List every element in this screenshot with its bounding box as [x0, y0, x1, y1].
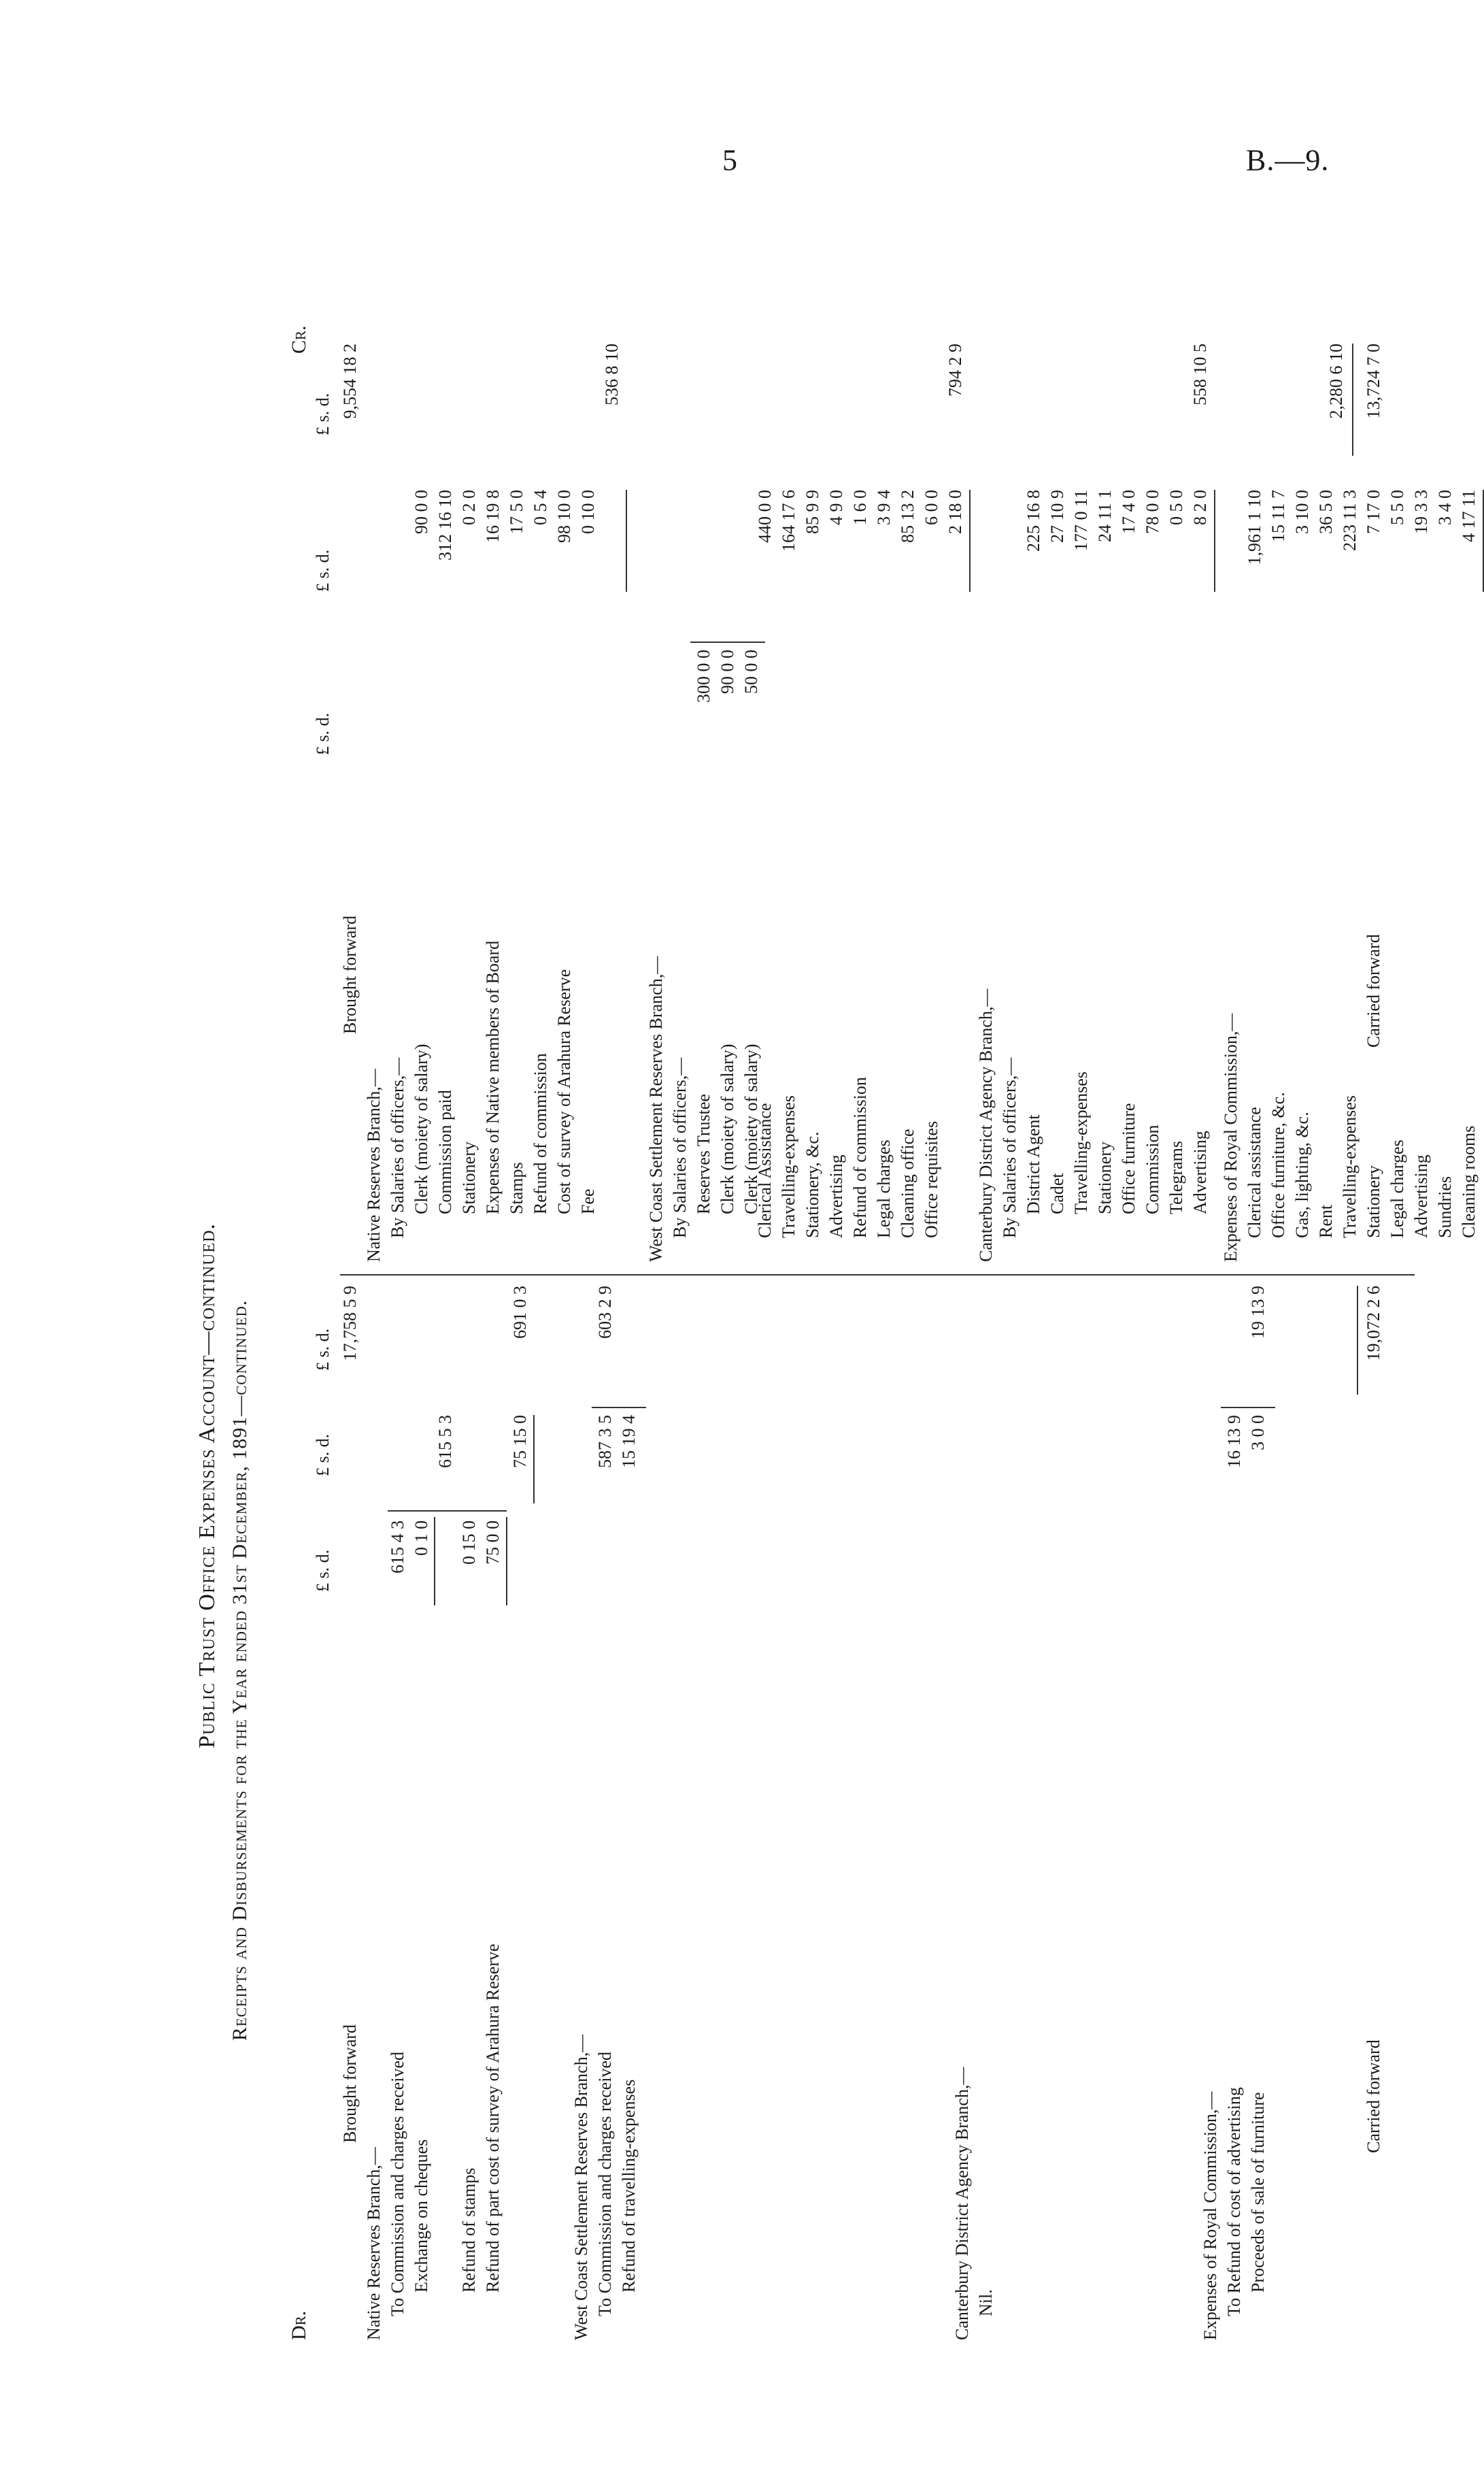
rule [592, 1407, 646, 1408]
line-item-amount: 0 5 4 [530, 490, 550, 525]
disb-brought-forward-total: 9,554 18 2 [340, 344, 360, 419]
line-item-amount: 90 0 0 [718, 650, 737, 694]
line-item-amount: 3 10 0 [1292, 490, 1312, 534]
line-item-amount: 85 13 2 [898, 490, 917, 543]
line-item-label: Legal charges [1387, 1139, 1407, 1238]
wc-travel-amount: 15 19 4 [619, 1415, 639, 1468]
line-item-label: Advertising [1411, 1154, 1431, 1238]
line-item-label: Stamps [507, 1162, 526, 1214]
line-item-label: Clerical assistance [1245, 1107, 1264, 1238]
nr-commission-amount: 615 4 3 [388, 1520, 407, 1573]
dr-currency-header-3: £ s. d. [313, 1328, 333, 1371]
west-coast-heading: West Coast Settlement Reserves Branch,— [571, 2034, 591, 2340]
line-item-amount: 4 17 11 [1459, 490, 1479, 543]
receipts-carried-forward-label: Carried forward [1364, 2039, 1383, 2153]
line-item-label: Cadet [1047, 1173, 1067, 1214]
line-item-amount: 27 10 9 [1047, 490, 1067, 543]
line-item-label: Clerk (moiety of salary) [741, 1044, 761, 1214]
nr-commission-label: To Commission and charges received [388, 2051, 407, 2316]
receipts-brought-forward-label: Brought forward [340, 2024, 360, 2143]
center-divider [340, 1274, 1415, 1276]
line-item-label: Clerk (moiety of salary) [718, 1044, 737, 1214]
line-item-amount: 5 5 0 [1387, 490, 1407, 525]
line-item-label: Stationery [1364, 1165, 1383, 1238]
disb-carried-forward-total: 13,724 7 0 [1364, 344, 1383, 419]
line-item-label: Legal charges [874, 1139, 894, 1238]
line-item-label: Commission [1143, 1124, 1162, 1214]
receipts-brought-forward-total: 17,758 5 9 [340, 1286, 360, 1361]
disb-carried-forward-label: Carried forward [1364, 934, 1383, 1048]
wc-commission-label: To Commission and charges received [595, 2051, 615, 2316]
line-item-label: Cost of survey of Arahura Reserve [554, 969, 574, 1214]
line-item-amount: 1,961 1 10 [1245, 490, 1264, 565]
page-number: 5 [722, 144, 737, 177]
line-item-label: Reserves Trustee [694, 1094, 713, 1214]
line-item-amount: 16 19 8 [483, 490, 503, 543]
disb-wc-total: 794 2 9 [945, 344, 965, 397]
rc-advertising-amount: 16 13 9 [1224, 1415, 1244, 1468]
cr-label: Cr. [288, 325, 310, 354]
disb-royal-commission-heading: Expenses of Royal Commission,— [1221, 1013, 1241, 1262]
line-item-amount: 0 2 0 [459, 490, 479, 525]
disb-wc-salaries: By Salaries of officers,— [670, 1057, 690, 1238]
line-item-amount: 440 0 0 [755, 490, 775, 543]
rule [1214, 490, 1215, 592]
rc-advertising-label: To Refund of cost of advertising [1224, 2087, 1244, 2316]
line-item-amount: 78 0 0 [1143, 490, 1162, 534]
rule [388, 1510, 507, 1512]
canterbury-heading: Canterbury District Agency Branch,— [952, 2067, 972, 2340]
line-item-label: Clerk (moiety of salary) [411, 1044, 431, 1214]
disb-nr-salaries: By Salaries of officers,— [388, 1057, 407, 1238]
native-reserves-heading: Native Reserves Branch,— [364, 2147, 384, 2340]
royal-commission-heading: Expenses of Royal Commission,— [1200, 2091, 1220, 2340]
rule [506, 1517, 507, 1605]
nr-refund-stamps-amount: 0 15 0 [459, 1520, 479, 1565]
line-item-label: Office furniture [1119, 1103, 1139, 1214]
rule [690, 641, 765, 643]
rule [626, 490, 627, 592]
line-item-label: Stationery [459, 1141, 479, 1214]
line-item-label: Travelling-expenses [1071, 1071, 1091, 1214]
nr-exchange-amount: 0 1 0 [411, 1520, 431, 1556]
disb-canterbury-heading: Canterbury District Agency Branch,— [976, 988, 996, 1262]
nr-refund-survey-amount: 75 0 0 [483, 1520, 503, 1565]
line-item-amount: 17 4 0 [1119, 490, 1139, 534]
line-item-label: Travelling-expenses [1340, 1095, 1360, 1238]
account-title: Public Trust Office Expenses Account—continued. [195, 1223, 220, 1748]
disb-nr-total: 536 8 10 [602, 344, 622, 405]
line-item-amount: 19 3 3 [1411, 490, 1431, 534]
line-item-amount: 6 0 0 [922, 490, 941, 525]
line-item-label: Office requisites [922, 1120, 941, 1238]
line-item-label: Clerical Assistance [755, 1103, 775, 1238]
line-item-amount: 7 17 0 [1364, 490, 1383, 534]
nr-subtotal-2: 75 15 0 [510, 1415, 530, 1468]
line-item-label: Sundries [1435, 1176, 1455, 1238]
rule [533, 1415, 535, 1503]
line-item-label: Travelling-expenses [779, 1095, 798, 1238]
nr-subtotal-1: 615 5 3 [435, 1415, 455, 1468]
rc-furniture-label: Proceeds of sale of furniture [1248, 2092, 1268, 2293]
nr-total: 691 0 3 [510, 1286, 530, 1339]
wc-travel-label: Refund of travelling-expenses [619, 2079, 639, 2293]
disb-canterbury-total: 558 10 5 [1190, 344, 1210, 405]
line-item-amount: 177 0 11 [1071, 490, 1091, 552]
disb-native-reserves-heading: Native Reserves Branch,— [364, 1069, 384, 1262]
document-code: B.—9. [1246, 144, 1330, 177]
rc-furniture-amount: 3 0 0 [1248, 1415, 1268, 1450]
rule [1357, 1286, 1358, 1395]
disb-west-coast-heading: West Coast Settlement Reserves Branch,— [646, 956, 666, 1262]
line-item-label: Refund of commission [850, 1077, 870, 1238]
dr-currency-header-1: £ s. d. [313, 1549, 333, 1592]
account-subtitle: Receipts and Disbursements for the Year ended 31st December, 1891—continued. [229, 1299, 251, 2041]
nr-exchange-label: Exchange on cheques [411, 2139, 431, 2293]
line-item-amount: 90 0 0 [411, 490, 431, 534]
disb-canterbury-salaries: By Salaries of officers,— [1000, 1057, 1019, 1238]
line-item-label: Office furniture, &c. [1268, 1092, 1288, 1238]
receipts-carried-forward-total: 19,072 2 6 [1364, 1286, 1383, 1361]
dr-label: Dr. [288, 2310, 310, 2340]
line-item-amount: 50 0 0 [741, 650, 761, 694]
line-item-amount: 223 11 3 [1340, 490, 1360, 552]
line-item-amount: 0 5 0 [1166, 490, 1186, 525]
line-item-amount: 36 5 0 [1316, 490, 1336, 534]
line-item-label: Rent [1316, 1204, 1336, 1238]
dr-currency-header-2: £ s. d. [313, 1433, 333, 1476]
line-item-label: Stationery, &c. [803, 1131, 822, 1238]
line-item-label: Cleaning rooms [1459, 1125, 1479, 1238]
line-item-label: Expenses of Native members of Board [483, 940, 503, 1214]
nr-refund-stamps-label: Refund of stamps [459, 2167, 479, 2293]
line-item-amount: 2 18 0 [945, 490, 965, 534]
cr-currency-header-1: £ s. d. [313, 712, 333, 755]
cr-currency-header-3: £ s. d. [313, 393, 333, 435]
line-item-amount: 3 4 0 [1435, 490, 1455, 525]
line-item-amount: 17 5 0 [507, 490, 526, 534]
nr-refund-survey-label: Refund of part cost of survey of Arahura Reserve [483, 1944, 503, 2293]
disb-brought-forward-label: Brought forward [340, 915, 360, 1034]
line-item-amount: 98 10 0 [554, 490, 574, 543]
line-item-amount: 1 6 0 [850, 490, 870, 525]
wc-total: 603 2 9 [595, 1286, 615, 1339]
rule [969, 490, 971, 592]
line-item-amount: 24 11 1 [1095, 490, 1115, 543]
line-item-amount: 312 16 10 [435, 490, 455, 561]
line-item-label: Fee [578, 1188, 598, 1214]
cr-currency-header-2: £ s. d. [313, 549, 333, 592]
wc-commission-amount: 587 3 5 [595, 1415, 615, 1468]
line-item-label: Advertising [826, 1154, 846, 1238]
rc-total: 19 13 9 [1248, 1286, 1268, 1339]
line-item-amount: 300 0 0 [694, 650, 713, 703]
disb-royal-total: 2,280 6 10 [1326, 344, 1346, 419]
line-item-amount: 164 17 6 [779, 490, 798, 552]
line-item-label: Refund of commission [530, 1053, 550, 1214]
rule [1221, 1407, 1275, 1408]
line-item-amount: 225 16 8 [1024, 490, 1043, 552]
line-item-label: Advertising [1190, 1131, 1210, 1214]
line-item-label: Cleaning office [898, 1129, 917, 1238]
line-item-label: District Agent [1024, 1114, 1043, 1214]
line-item-amount: 85 9 9 [803, 490, 822, 534]
rule [434, 1517, 435, 1605]
line-item-amount: 0 10 0 [578, 490, 598, 534]
line-item-amount: 3 9 4 [874, 490, 894, 525]
line-item-label: Stationery [1095, 1141, 1115, 1214]
line-item-amount: 8 2 0 [1190, 490, 1210, 525]
line-item-amount: 15 11 7 [1268, 490, 1288, 543]
rule [1352, 344, 1353, 456]
line-item-amount: 4 9 0 [826, 490, 846, 525]
rotated-account-table [170, 238, 1479, 2381]
line-item-label: Commission paid [435, 1090, 455, 1214]
line-item-label: Telegrams [1166, 1141, 1186, 1214]
canterbury-nil: Nil. [976, 2289, 996, 2316]
line-item-label: Gas, lighting, &c. [1292, 1112, 1312, 1238]
